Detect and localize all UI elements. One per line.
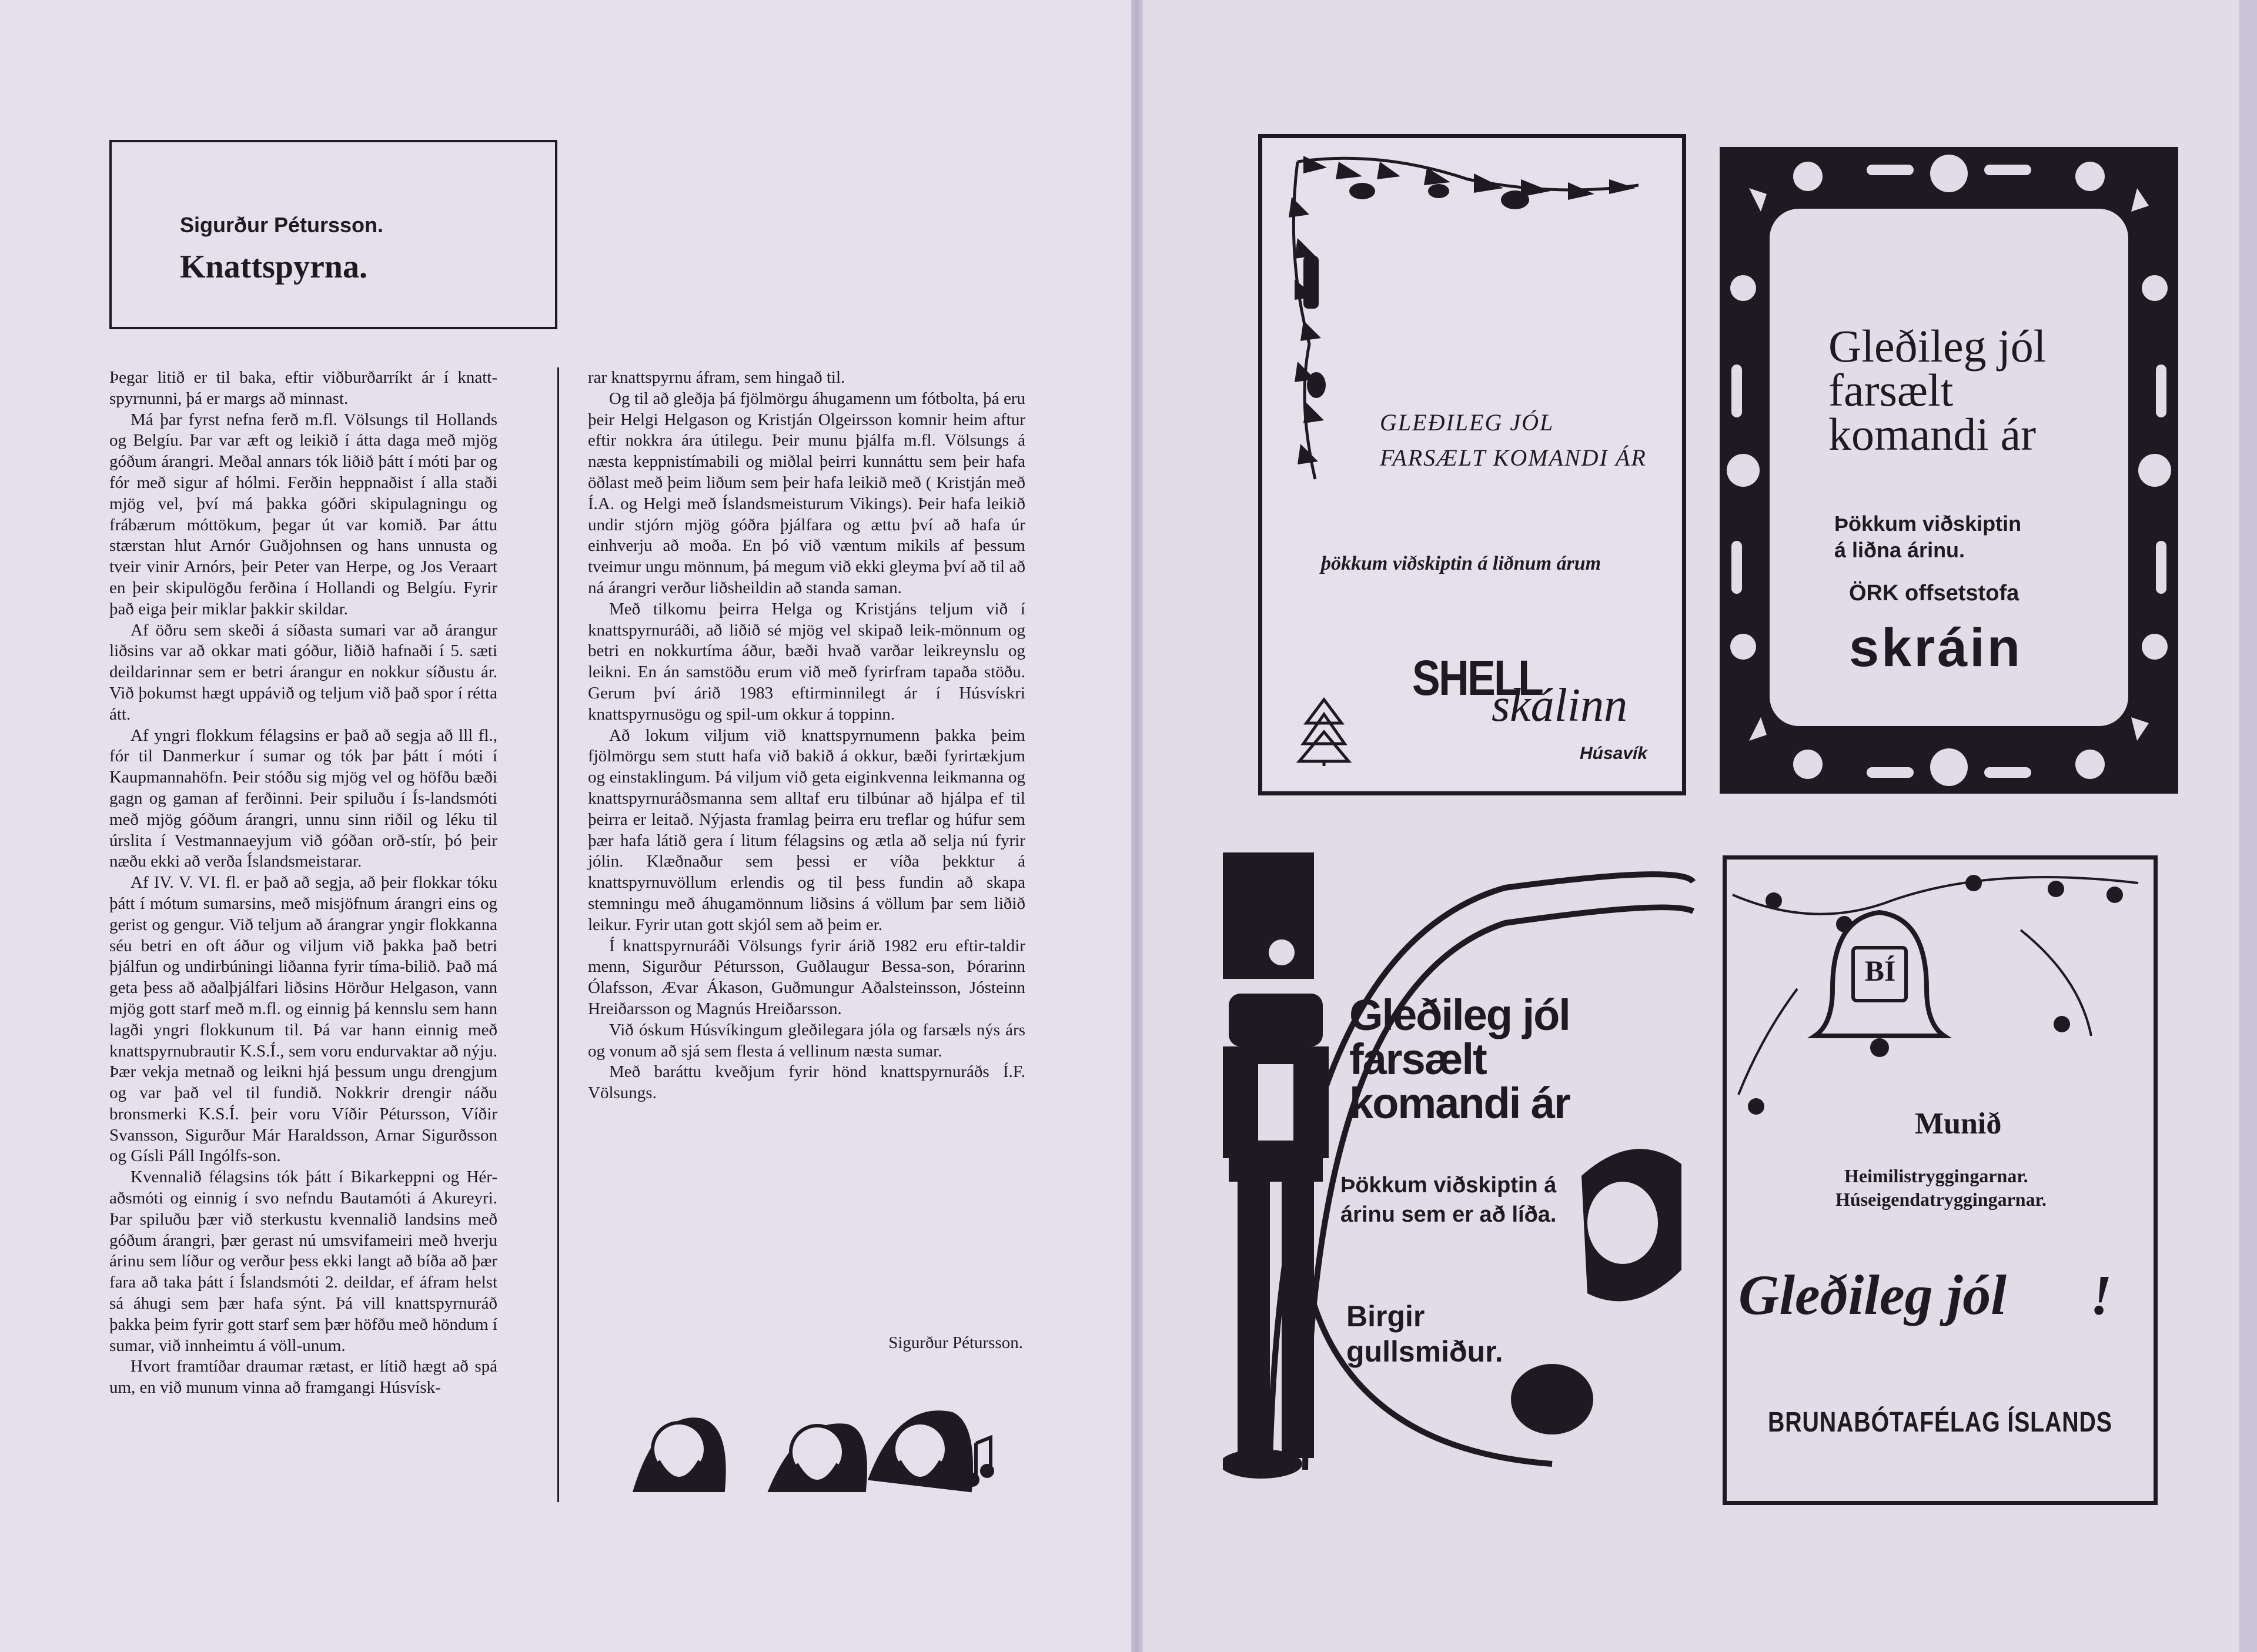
paragraph: Kvennalið félagsins tók þátt í Bikarkeppni og Hér-aðsmóti og einnig í svo nefndu Bautamóti á Akureyri. Þar spiluðu þær við sterkustu kvennalið landsins með góðum árangri, þær gerast nú umsvifameiri með hverju árinu sem líður og verður þess ekki langt að bíða að þær fara að taka þátt í Íslandsmóti 2. deildar, ef áfram helst sá áhugi sem þær hafa sýnt. Þá vill knattspyrnuráð þakka þeim fyrir gott starf sem þær höfðu með höndum í sumar, við innheimtu á völl-unum. xyxy=(109,1168,497,1355)
shell-greeting-line2: FARSÆLT KOMANDI ÁR xyxy=(1380,444,1647,471)
shell-thanks: þökkum viðskiptin á liðnum árum xyxy=(1321,553,1601,574)
birgir-thanks-2: árinu sem er að líða. xyxy=(1340,1202,1557,1227)
paragraph: Í knattspyrnuráði Völsungs fyrir árið 1982 eru eftir-taldir menn, Sigurður Pétursson, Guðlaugur Bessa-son, Þórarinn Ólafsson, Ævar Ákason, Guðmungur Aðalsteinsson, Jósteinn Hreiðarsson og Magnús Hreiðarsson. xyxy=(588,936,1025,1018)
birgir-greeting-3: komandi ár xyxy=(1349,1079,1570,1128)
bruna-exclamation: ! xyxy=(2090,1263,2112,1326)
article-column-1 xyxy=(109,367,497,1399)
ork-greeting-3: komandi ár xyxy=(1828,409,2037,460)
ork-thanks-2: á liðna árinu. xyxy=(1834,538,1965,562)
article-column-2 xyxy=(588,367,1025,1104)
skalinn-brand: skálinn xyxy=(1492,680,1628,731)
ork-greeting-1: Gleðileg jól xyxy=(1828,320,2047,372)
bruna-munid: Munið xyxy=(1915,1107,2002,1141)
article-title: Knattspyrna. xyxy=(180,249,367,285)
bruna-greeting: Gleðileg jól xyxy=(1738,1263,2007,1326)
ad-shell-skalinn xyxy=(1258,134,1686,795)
bruna-company: BRUNABÓTAFÉLAG ÍSLANDS xyxy=(1768,1407,2112,1438)
paragraph: Að lokum viljum við knattspyrnumenn þakka þeim fjölmörgu sem stutt hafa við bakið á okkur, bæði fyrirtækjum og einstaklingum. Þá viljum við geta eiginkvenna leikmanna og knattspyrnuráðsmanna sem alltaf eru tilbúnar að hjálpa ef til þeirra er leitað. Nýjasta framlag þeirra eru treflar og húfur sem þær hafa látið gera í litum félagsins og ætla að selja nú fyrir jólin. Klæðnaður sem þessi er víða þekktur á knattspyrnuvöllum erlendis og til þess fundin að skapa stemningu með áhugamönnum liðsins á völlum þar sem liðið leikur. Fyrir utan gott skjól sem að þeim er. xyxy=(588,725,1025,934)
ornament-border-illustration xyxy=(1714,141,2184,800)
ad-ork-offsetstofa xyxy=(1714,141,2184,800)
paragraph: Hvort framtíðar draumar rætast, er lítið hægt að spá um, en við munum vinna að framgangi Húsvísk- xyxy=(109,1357,497,1397)
paragraph: Með baráttu kveðjum fyrir hönd knattspyrnuráðs Í.F. Völsungs. xyxy=(588,1062,1025,1103)
page-edge xyxy=(2239,0,2257,1652)
paragraph: Af IV. V. VI. fl. er það að segja, að þeir flokkar tóku þátt í mótum sumarsins, með misjöfnum árangri eins og gerist og gengur. Við teljum að árangrar yngir flokkanna séu betri en oft áður og viljum við þakka það betri þjálfun og undirbúningi liðanna fyrir tíma-bilið. Það má geta þess að aðalþjálfari liðsins Hörður Helgason, vann mjög gott starf með m.fl. og einnig þá kennslu sem hann lagði yngri flokkunum til. Þá var hann einnig með knattspyrnubrautir K.S.Í., sem voru endurvaktar að nýju. Þær vekja metnað og leikni hjá þessum ungu drengjum og var það vel til fundið. Nokkrir drengir náðu bronsmerki K.S.Í. þeir voru Víðir Pétursson, Víðir Svansson, Sigurður Már Haraldsson, Arnar Sigurðsson og Gísli Páll Ingólfs-son. xyxy=(109,873,497,1166)
ork-greeting-2: farsælt xyxy=(1828,364,1954,416)
paragraph: Af öðru sem skeði á síðasta sumari var að árangur liðsins var að okkar mati góður, liðið hafnaði í 5. sæti deildarinnar sem er betri árangur en nokkur síðustu ár. Við þokumst hægt uppávið og teljum við það spor í rétta átt. xyxy=(109,620,497,724)
ad-brunabotafelag xyxy=(1723,855,2158,1505)
ork-thanks-1: Þökkum viðskiptin xyxy=(1834,511,2022,536)
paragraph: Með tilkomu þeirra Helga og Kristjáns teljum við í knattspyrnuráði, að liðið sé mjög vel skipað leik-mönnum og betri en nokkurtíma áður, bæði hvað varðar leikreynslu og leikni. En án samstöðu erum við með fyrirfram tapaða stöðu. Gerum því árið 1983 eftirminnilegt ár í Húsvískri knattspyrnusögu og spil-um okkur á toppinn. xyxy=(588,599,1025,724)
birgir-name: Birgir xyxy=(1346,1300,1425,1333)
paragraph: Þegar litið er til baka, eftir viðburðarríkt ár í knatt-spyrnunni, þá er margs að minnast. xyxy=(109,368,497,408)
santa-illustration xyxy=(623,1379,999,1502)
birgir-greeting-1: Gleðileg jól xyxy=(1349,991,1570,1039)
ad-birgir-gullsmidur xyxy=(1223,847,1699,1502)
pine-garland-illustration xyxy=(1262,138,1682,491)
ork-logo: skráin xyxy=(1849,618,2023,678)
birgir-greeting-2: farsælt xyxy=(1349,1035,1486,1084)
ork-company: ÖRK offsetstofa xyxy=(1849,581,2019,606)
title-box xyxy=(109,140,557,329)
article-author: Sigurður Pétursson. xyxy=(180,213,384,237)
article-signature: Sigurður Pétursson. xyxy=(888,1333,1023,1352)
page-gutter xyxy=(1131,0,1143,1652)
paragraph: Og til að gleðja þá fjölmörgu áhugamenn um fótbolta, þá eru þeir Helgi Helgason og Kristján Olgeirsson komnir heim aftur eftir nokkra ára útilegu. Þeir munu þjálfa m.fl. Völsungs á næsta keppnistímabili og miðlal þeirri kunnáttu sem þeir hafa öðlast með þeim liðum sem þeir hafa leikið með ( Kristján með Í.A. og Helgi með Íslandsmeisturum Vikings). Þeir hafa leikið undir stjórn mjög góðra þjálfara og ættu því að hafa úr einhverju að moða. En þó við væntum mikils af þessum tveimur ungu mönnum, þá megum við ekki gleyma því að til að ná árangri verður liðsheildin að standa saman. xyxy=(588,389,1025,597)
bruna-home-insurance: Heimilistryggingarnar. xyxy=(1844,1165,2028,1186)
paragraph: Við óskum Húsvíkingum gleðilegara jóla og farsæls nýs árs og vonum að sjá sem flesta á vellinum næsta sumar. xyxy=(588,1020,1025,1061)
shell-town: Húsavík xyxy=(1580,744,1648,763)
paragraph: Af yngri flokkum félagsins er það að segja að lll fl., fór til Danmerkur í sumar og tók þar þátt í móti í Kaupmannahöfn. Þeir stóðu sig mjög vel og höfðu bæði gagn og gaman af ferðinni. Þeir spiluðu í Ís-landsmóti með mjög góðum árangri, unnu sinn riðil og léku til úrslita í Vestmannaeyjum við góðan orð-stír, þó þeir næðu ekki að verða Íslandsmeistarar. xyxy=(109,725,497,871)
paragraph: Má þar fyrst nefna ferð m.fl. Völsungs til Hollands og Belgíu. Þar var æft og leikið í átta daga með mjög góðum árangri. Meðal annars tók liðið þátt í móti þar og fór með sigur af hólmi. Ferðin heppnaðist í alla staði mjög vel, því má þakka góðri skipulagningu og frábærum móttökum, þegar út var komið. Þar áttu stærstan hlut Arnór Guðjohnsen og hans unnusta og tveir vinir Arnórs, þeir Peter van Herpe, og Jos Veraart en þeir skipulögðu ferðina í Hollandi og Belgíu. Fyrir það eiga þeir miklar þakkir skildar. xyxy=(109,410,497,618)
shell-brand: SHELL xyxy=(1412,650,1543,705)
paragraph: rar knattspyrnu áfram, sem hingað til. xyxy=(588,368,845,387)
shell-greeting-line1: GLEÐILEG JÓL xyxy=(1380,409,1554,436)
bruna-emblem: BÍ xyxy=(1864,954,1896,987)
christmas-tree-icon xyxy=(1295,697,1353,767)
birgir-thanks-1: Þökkum viðskiptin á xyxy=(1340,1173,1557,1198)
birgir-title: gullsmiður. xyxy=(1346,1335,1503,1368)
bruna-property-insurance: Húseigendatryggingarnar. xyxy=(1835,1189,2047,1210)
column-divider xyxy=(557,367,559,1502)
